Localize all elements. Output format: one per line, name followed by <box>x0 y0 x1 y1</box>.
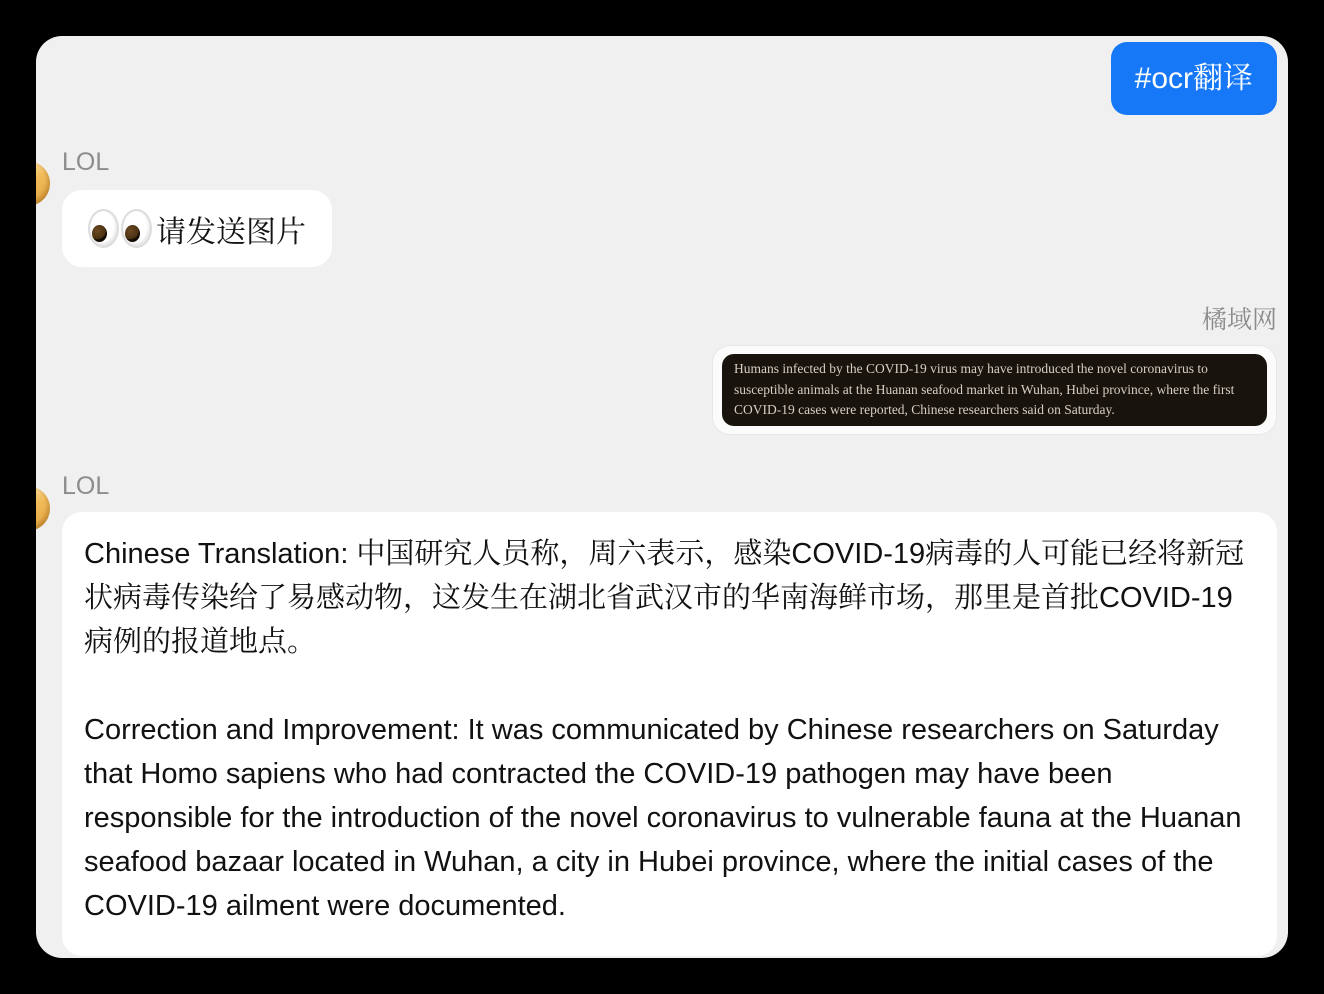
ocr-translate-tag-button[interactable]: #ocr翻译 <box>1111 42 1277 115</box>
translation-paragraph: Chinese Translation: 中国研究人员称，周六表示，感染COVID-19病毒的人可能已经将新冠状病毒传染给了易感动物，这发生在湖北省武汉市的华南海鲜市场，那里是首批COVID-19病例的报道地点。 <box>84 538 1245 658</box>
eyes-emoji <box>88 209 152 248</box>
user-sender-name: 橘域网 <box>1201 306 1277 334</box>
chat-window <box>36 36 1288 958</box>
request-message-text: 请发送图片 <box>156 215 306 249</box>
image-attachment-text: Humans infected by the COVID-19 virus may have introduced the novel coronavirus to susceptible animals at the Huanan seafood market in Wuhan, Hubei province, where the first COVID-19 cases were reported, Chinese researchers said on Saturday. <box>722 354 1267 426</box>
bot-avatar[interactable] <box>36 486 50 531</box>
translation-message-bubble[interactable] <box>62 512 1277 956</box>
sender-name: LOL <box>62 148 110 176</box>
image-message-bubble[interactable] <box>712 345 1277 435</box>
sender-name: LOL <box>62 472 110 500</box>
request-message-bubble[interactable] <box>62 190 332 267</box>
bot-avatar[interactable] <box>36 161 50 206</box>
correction-paragraph: Correction and Improvement: It was communicated by Chinese researchers on Saturday that Homo sapiens who had contracted the COVID-19 pathogen may have been responsible for the introduction of the novel coronavirus to vulnerable fauna at the Huanan seafood bazaar located in Wuhan, a city in Hubei province, where the initial cases of the COVID-19 ailment were documented. <box>84 714 1242 922</box>
